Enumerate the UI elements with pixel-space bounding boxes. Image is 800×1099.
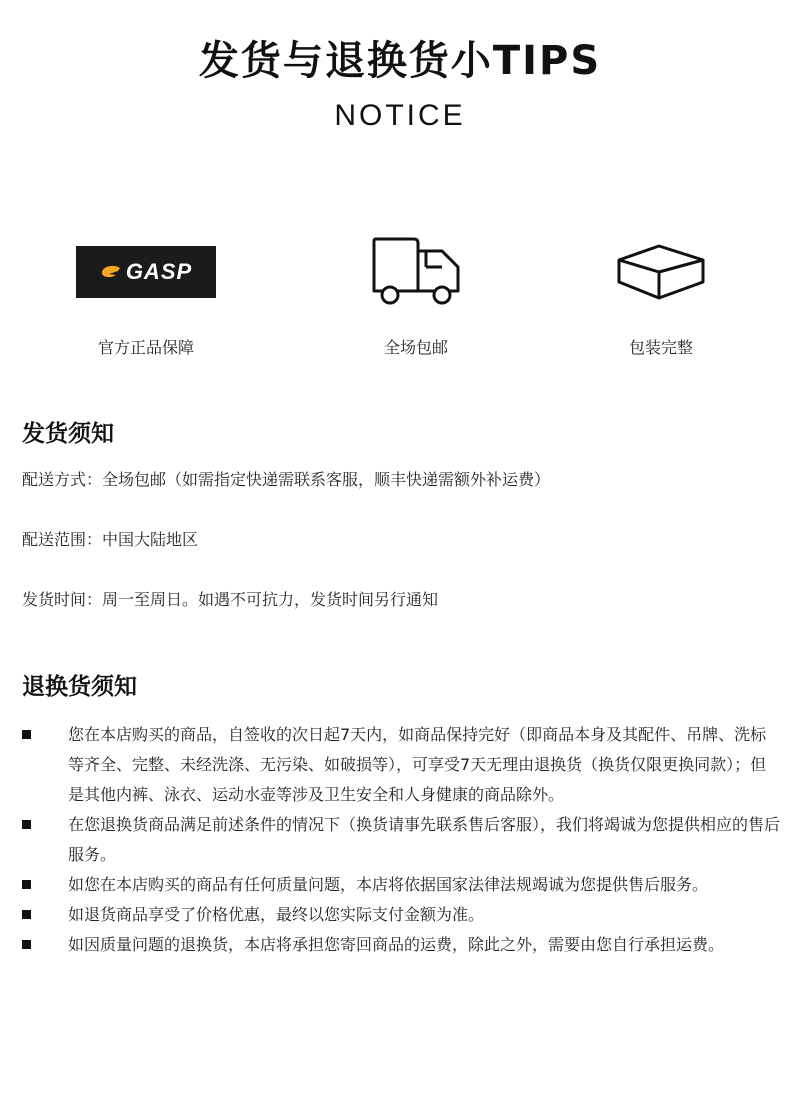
bullet-square-icon [22,820,31,829]
feature-label-authentic: 官方正品保障 [97,338,194,357]
gasp-logo-text: GASP [125,259,193,284]
rule-text: 如因质量问题的退换货，本店将承担您寄回商品的运费，除此之外，需要由您自行承担运费。 [68,935,725,954]
truck-icon [370,237,462,307]
gasp-logo [76,246,216,298]
bullet-square-icon [22,880,31,889]
bullet-square-icon [22,910,31,919]
rule-text: 如退货商品享受了价格优惠，最终以您实际支付金额为准。 [68,905,485,924]
feature-authentic [46,232,246,360]
feature-free-shipping [316,232,516,360]
returns-rules-list [22,720,782,960]
bullet-square-icon [22,940,31,949]
rule-text: 如您在本店购买的商品有任何质量问题，本店将依据国家法律法规竭诚为您提供售后服务。 [68,875,709,894]
list-item [22,810,782,870]
gasp-swoosh-icon [100,265,122,279]
list-item [22,720,782,810]
feature-label-free-shipping: 全场包邮 [383,338,448,357]
page-subtitle: NOTICE [334,99,466,132]
shipping-method-line: 配送方式：全场包邮（如需指定快递需联系客服，顺丰快递需额外补运费） [22,470,551,489]
rule-text: 您在本店购买的商品，自签收的次日起7天内，如商品保持完好（即商品本身及其配件、吊牌、洗标等齐全、完整、未经洗涤、无污染、如破损等），可享受7天无理由退换货（换货仅限更换同款）；但是其他内裤、泳衣、运动水壶等涉及卫生安全和人身健康的商品除外。 [68,725,767,804]
returns-section-title: 退换货须知 [22,674,137,700]
page-title: 发货与退换货小TIPS [198,38,602,84]
box-icon [615,244,707,300]
bullet-square-icon [22,730,31,739]
feature-intact-package [561,232,761,360]
rule-text: 在您退换货商品满足前述条件的情况下（换货请事先联系售后客服），我们将竭诚为您提供相应的售后服务。 [68,815,781,864]
shipping-time-line: 发货时间：周一至周日。如遇不可抗力，发货时间另行通知 [22,590,439,609]
list-item [22,900,782,930]
shipping-section-title: 发货须知 [22,421,114,447]
list-item [22,930,782,960]
shipping-range-line: 配送范围：中国大陆地区 [22,530,199,549]
feature-label-intact-package: 包装完整 [628,338,693,357]
list-item [22,870,782,900]
